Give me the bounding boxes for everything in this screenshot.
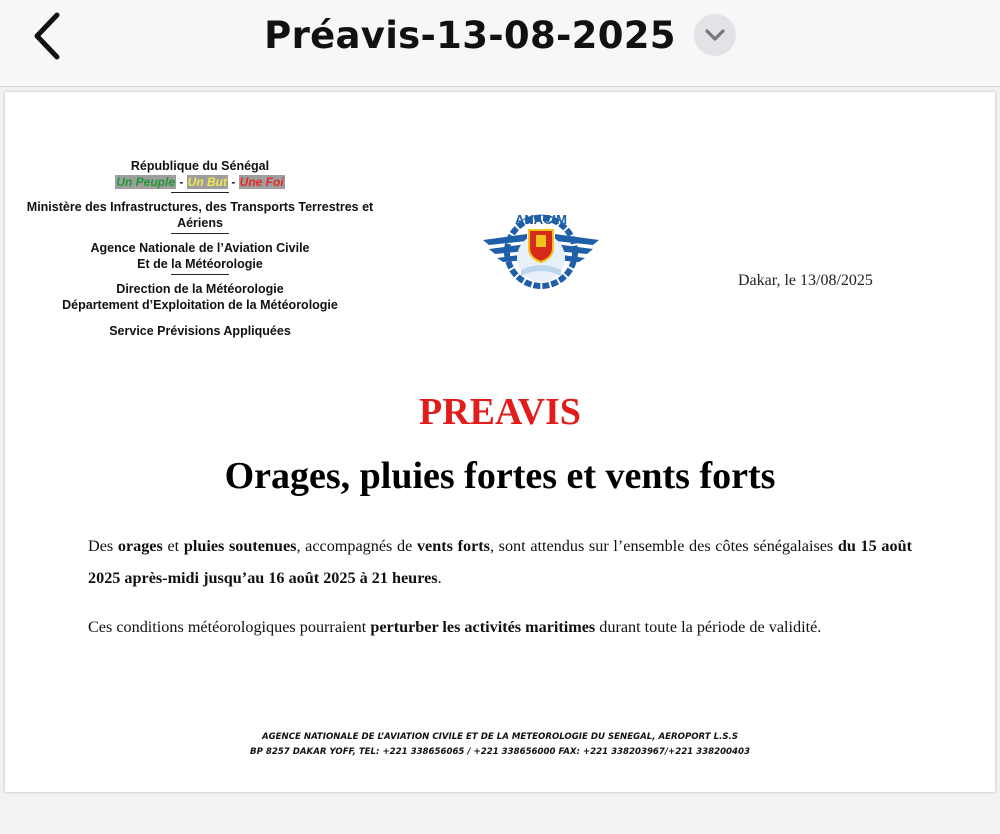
bold-segment: orages bbox=[117, 537, 163, 555]
divider bbox=[171, 274, 229, 275]
document-title: Préavis-13-08-2025 bbox=[264, 13, 676, 57]
divider bbox=[171, 233, 229, 234]
text-segment: et bbox=[162, 537, 184, 555]
divider bbox=[171, 192, 229, 193]
notice-label: PREAVIS bbox=[419, 391, 581, 433]
bold-segment: pluies soutenues bbox=[183, 537, 297, 555]
paragraph-2 bbox=[88, 611, 912, 643]
national-motto bbox=[15, 174, 385, 190]
ministry-line-2: Aériens bbox=[177, 216, 223, 230]
title-menu-button[interactable] bbox=[694, 14, 736, 56]
navigation-bar bbox=[0, 0, 1000, 87]
motto-part-3: Une Foi bbox=[239, 175, 284, 189]
notice-title: Orages, pluies fortes et vents forts bbox=[224, 455, 776, 497]
motto-separator-2: - bbox=[228, 175, 239, 189]
bold-segment: perturber les activités maritimes bbox=[370, 618, 596, 636]
text-segment: durant toute la période de validité. bbox=[595, 618, 822, 636]
agency-line-2: Et de la Météorologie bbox=[137, 257, 263, 271]
document-footer bbox=[5, 730, 995, 760]
logo-text: ANACIM bbox=[515, 212, 567, 227]
country-name: République du Sénégal bbox=[130, 159, 270, 173]
date-line: Dakar, le 13/08/2025 bbox=[738, 272, 873, 289]
text-segment: . bbox=[437, 569, 442, 587]
letterhead bbox=[15, 158, 385, 345]
text-segment: , accompagnés de bbox=[296, 537, 417, 555]
motto-part-1: Un Peuple bbox=[116, 175, 175, 189]
service-name: Service Prévisions Appliquées bbox=[109, 324, 291, 338]
chevron-down-icon bbox=[704, 28, 726, 42]
text-segment: , sont attendus sur l’ensemble des côtes sénégalaises bbox=[489, 537, 838, 555]
footer-line-2: BP 8257 DAKAR YOFF, TEL: +221 338656065 / +221 338656000 FAX: +221 338203967/+221 338200403 bbox=[250, 747, 750, 757]
paragraph-1 bbox=[88, 530, 912, 594]
notice-body bbox=[88, 530, 912, 660]
title-group bbox=[0, 10, 1000, 60]
agency-line-1: Agence Nationale de l’Aviation Civile bbox=[90, 241, 310, 255]
direction-line-2: Département d’Exploitation de la Météorologie bbox=[62, 298, 338, 312]
document-page[interactable] bbox=[5, 92, 995, 792]
ministry-line-1: Ministère des Infrastructures, des Transports Terrestres et bbox=[26, 200, 374, 214]
text-segment: Ces conditions météorologiques pourraient bbox=[88, 618, 371, 636]
anacim-logo bbox=[475, 204, 607, 294]
bold-segment: du 15 août 2025 après-midi jusqu’au 16 août 2025 à 21 heures bbox=[88, 537, 912, 587]
footer-line-1: AGENCE NATIONALE DE L’AVIATION CIVILE ET DE LA METEOROLOGIE DU SENEGAL, AEROPORT L.S.S bbox=[261, 732, 739, 742]
motto-part-2: Un But bbox=[187, 175, 227, 189]
text-segment: Des bbox=[88, 537, 118, 555]
bold-segment: vents forts bbox=[416, 537, 490, 555]
motto-separator-1: - bbox=[176, 175, 187, 189]
direction-line-1: Direction de la Météorologie bbox=[116, 282, 284, 296]
